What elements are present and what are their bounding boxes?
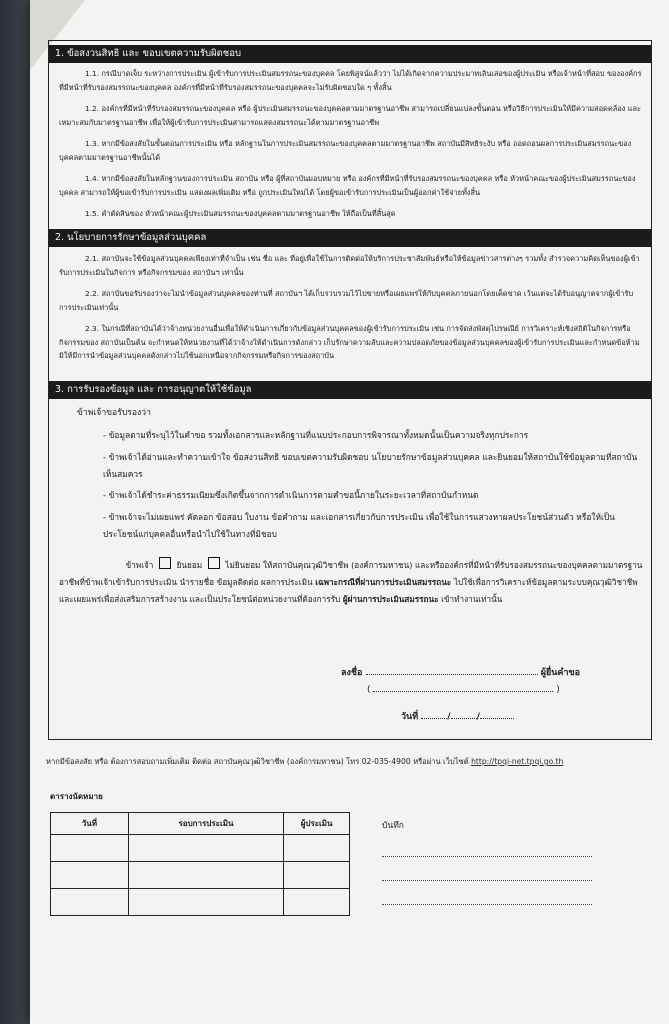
date-month-field[interactable]	[451, 718, 477, 719]
table-cell[interactable]	[128, 835, 283, 862]
table-cell[interactable]	[51, 862, 129, 889]
document-sheet	[30, 0, 669, 1024]
section1-item-1: 1.1. กรณีบาดเจ็บ ระหว่างการประเมิน ผู้เข้ารับการประเมินสมรรถนะของบุคคล โดยพิสูจน์แล้วว่า ไม่ได้เกิดจากความประมาทเลินเล่อของผู้ประเมิน หรือเจ้าหน้าที่สอบ ขององค์กรที่มีหน้าที่รับรองสมรรถนะของบุคคล องค์กรที่มีหน้าที่รับรองสมรรถนะของบุคคลจะไม่รับผิดชอบใด ๆ ทั้งสิ้น	[59, 69, 642, 92]
table-cell[interactable]	[284, 835, 350, 862]
date-line: วันที่ / /	[401, 709, 514, 723]
contact-link[interactable]: http://tpqi-net.tpqi.go.th	[471, 757, 564, 766]
table-cell[interactable]	[128, 862, 283, 889]
consent-agree-checkbox[interactable]	[159, 557, 171, 569]
table-row	[51, 835, 350, 862]
section2-title: 2. นโยบายการรักษาข้อมูลส่วนบุคคล	[49, 229, 651, 247]
notes-line-2[interactable]	[382, 880, 592, 881]
consent-statement: ข้าพเจ้า ยินยอม ไม่ยินยอม ให้สถาบันคุณวุฒิวิชาชีพ (องค์การมหาชน) และหรือองค์กรที่มีหน้าที่รับรองสมรรถนะของบุคคลตามมาตรฐานอาชีพที่ข้าพเจ้าเข้ารับการประเมิน นำรายชื่อ ข้อมูลติดต่อ ผลการประเมิน เฉพาะกรณีที่ผ่านการประเมินสมรรถนะ ไปใช้เพื่อการวิเคราะห์ข้อมูลตามระบบคุณวุฒิวิชาชีพ และเผยแพร่เพื่อส่งเสริมการสร้างงาน และเป็นประโยชน์ต่อหน่วยงานที่ต้องการรับ ผู้ผ่านการประเมินสมรรถนะ เข้าทำงานเท่านั้น	[59, 557, 643, 608]
section3-bullet-3: - ข้าพเจ้าได้ชำระค่าธรรมเนียมซึ่งเกิดขึ้นจากการดำเนินการตามคำขอนี้ภายในระยะเวลาที่สถาบันกำหนด	[103, 490, 479, 500]
consent-disagree-label: ไม่ยินยอม	[225, 560, 261, 570]
section2-item-1: 2.1. สถาบันจะใช้ข้อมูลส่วนบุคคลเพียงเท่าที่จำเป็น เช่น ชื่อ และ ที่อยู่เพื่อใช้ในการติดต่อให้บริการประชาสัมพันธ์หรือให้ข้อมูลข่าวสารต่างๆ รวมทั้ง สำรวจความคิดเห็นของผู้เข้ารับการประเมินในกิจการ หรือกิจกรรมของ สถาบันฯ เท่านั้น	[59, 254, 640, 277]
appointment-table	[50, 812, 350, 916]
section2-item-2: 2.2. สถาบันขอรับรองว่าจะไม่นำข้อมูลส่วนบุคคลของท่านที่ สถาบันฯ ได้เก็บรวบรวมไว้ไปขายหรือเผยแพร่ให้กับบุคคลภายนอกโดยเด็ดขาด เว้นแต่จะได้รับอนุญาตจากผู้เข้ารับการประเมินเท่านั้น	[59, 289, 634, 312]
table-cell[interactable]	[128, 889, 283, 916]
section3-bullet-1: - ข้อมูลตามที่ระบุไว้ในคำขอ รวมทั้งเอกสารและหลักฐานที่แนบประกอบการพิจารณาทั้งหมดนั้นเป็นความจริงทุกประการ	[103, 430, 529, 440]
table-cell[interactable]	[284, 889, 350, 916]
header-assessor: ผู้ประเมิน	[284, 813, 350, 835]
signature-field[interactable]	[366, 674, 538, 675]
printed-name-field[interactable]	[373, 691, 553, 692]
notes-line-1[interactable]	[382, 856, 592, 857]
consent-disagree-checkbox[interactable]	[208, 557, 220, 569]
signature-line	[341, 665, 580, 679]
date-day-field[interactable]	[421, 718, 447, 719]
section3-bullet-2: - ข้าพเจ้าได้อ่านและทำความเข้าใจ ข้อสงวนสิทธิ ขอบเขตความรับผิดชอบ นโยบายรักษาข้อมูลส่วนบุคคล และยินยอมให้สถาบันใช้ข้อมูลตามที่สถาบันเห็นสมควร	[103, 452, 638, 479]
consent-prefix: ข้าพเจ้า	[125, 560, 154, 570]
header-date: วันที่	[51, 813, 129, 835]
table-cell[interactable]	[51, 889, 129, 916]
appointment-title: ตารางนัดหมาย	[50, 792, 103, 801]
table-cell[interactable]	[284, 862, 350, 889]
section1-item-5: 1.5. คำตัดสินของ หัวหน้าคณะผู้ประเมินสมรรถนะของบุคคลตามมาตรฐานอาชีพ ให้ถือเป็นที่สิ้นสุด	[85, 209, 396, 218]
printed-name-line: ( )	[367, 685, 560, 695]
sign-label: ลงชื่อ	[341, 668, 363, 678]
header-round: รอบการประเมิน	[128, 813, 283, 835]
notes-line-3[interactable]	[382, 904, 592, 905]
section1-title: 1. ข้อสงวนสิทธิ และ ขอบเขตความรับผิดชอบ	[49, 45, 651, 63]
section1-item-4: 1.4. หากมีข้อสงสัยในหลักฐานของการประเมิน สถาบัน หรือ ผู้ที่สถาบันมอบหมาย หรือ องค์กรที่มีหน้าที่รับรองสมรรถนะของบุคคล หรือ หัวหน้าคณะของผู้ประเมินสมรรถนะของบุคคล สามารถให้ผู้ขอเข้ารับการประเมิน แสดงผลเพิ่มเติม หรือ ถูกประเมินใหม่ได้ โดยผู้ขอเข้ารับการประเมินเป็นผู้ออกค่าใช้จ่ายทั้งสิ้น	[59, 174, 636, 197]
section1-item-3: 1.3. หากมีข้อสงสัยในขั้นตอนการประเมิน หรือ หลักฐานในการประเมินสมรรถนะของบุคคลตามมาตรฐานอาชีพ สถาบันมีสิทธิระงับ หรือ ถอดถอนผลการประเมินสมรรถนะของบุคคลตามมาตรฐานอาชีพนั้นได้	[59, 139, 632, 162]
section3-title: 3. การรับรองข้อมูล และ การอนุญาตให้ใช้ข้อมูล	[49, 381, 651, 399]
table-row	[51, 862, 350, 889]
consent-agree-label: ยินยอม	[176, 560, 203, 570]
section2-item-3: 2.3. ในกรณีที่สถาบันได้ว่าจ้างหน่วยงานอื่นเพื่อให้ดำเนินการเกี่ยวกับข้อมูลส่วนบุคคลของผู้เข้ารับการประเมิน เช่น การจัดส่งพัสดุไปรษณีย์ การวิเคราะห์เชิงสถิติในกิจการหรือกิจกรรมของ สถาบันเป็นต้น จะกำหนดให้หน่วยงานที่ได้ว่าจ้างให้ดำเนินการดังกล่าว เก็บรักษาความลับและความปลอดภัยของข้อมูลส่วนบุคคลของผู้เข้ารับการประเมินและกำหนดข้อห้ามมิให้มีการนำข้อมูลส่วนบุคคลดังกล่าวไปใช้นอกเหนือจากกิจกรรมหรือกิจการของสถาบัน	[59, 324, 640, 361]
section3-lead: ข้าพเจ้าขอรับรองว่า	[77, 408, 151, 418]
date-label: วันที่	[401, 712, 419, 722]
appointment-header-row	[51, 813, 350, 835]
section1-item-2: 1.2. องค์กรที่มีหน้าที่รับรองสมรรถนะของบุคคล หรือ ผู้ประเมินสมรรถนะของบุคคลตามมาตรฐานอาชีพ สามารถเปลี่ยนแปลงขั้นตอน หรือวิธีการประเมินให้มีความสอดคล้อง และเหมาะสมกับมาตรฐานอาชีพ เพื่อให้ผู้เข้ารับการประเมินสามารถแสดงสมรรถนะได้ตามมาตรฐานอาชีพ	[59, 104, 641, 127]
date-year-field[interactable]	[480, 718, 514, 719]
notes-title: บันทึก	[382, 821, 404, 831]
contact-info	[46, 756, 656, 768]
section3-bullet-4: - ข้าพเจ้าจะไม่เผยแพร่ คัดลอก ข้อสอบ ใบงาน ข้อคำถาม และเอกสารเกี่ยวกับการประเมิน เพื่อใช้ในการแสวงหาผลประโยชน์ส่วนตัว หรือให้เป็นประโยชน์แก่บุคคลอื่นหรือนำไปใช้ในทางที่มิชอบ	[103, 512, 615, 539]
applicant-label: ผู้ยื่นคำขอ	[540, 668, 581, 678]
table-row	[51, 889, 350, 916]
contact-text: หากมีข้อสงสัย หรือ ต้องการสอบถามเพิ่มเติม ติดต่อ สถาบันคุณวุฒิวิชาชีพ (องค์การมหาชน) โทร 02-035-4900 หรือผ่าน เว็บไซต์	[46, 757, 469, 766]
table-cell[interactable]	[51, 835, 129, 862]
terms-frame	[48, 40, 652, 740]
